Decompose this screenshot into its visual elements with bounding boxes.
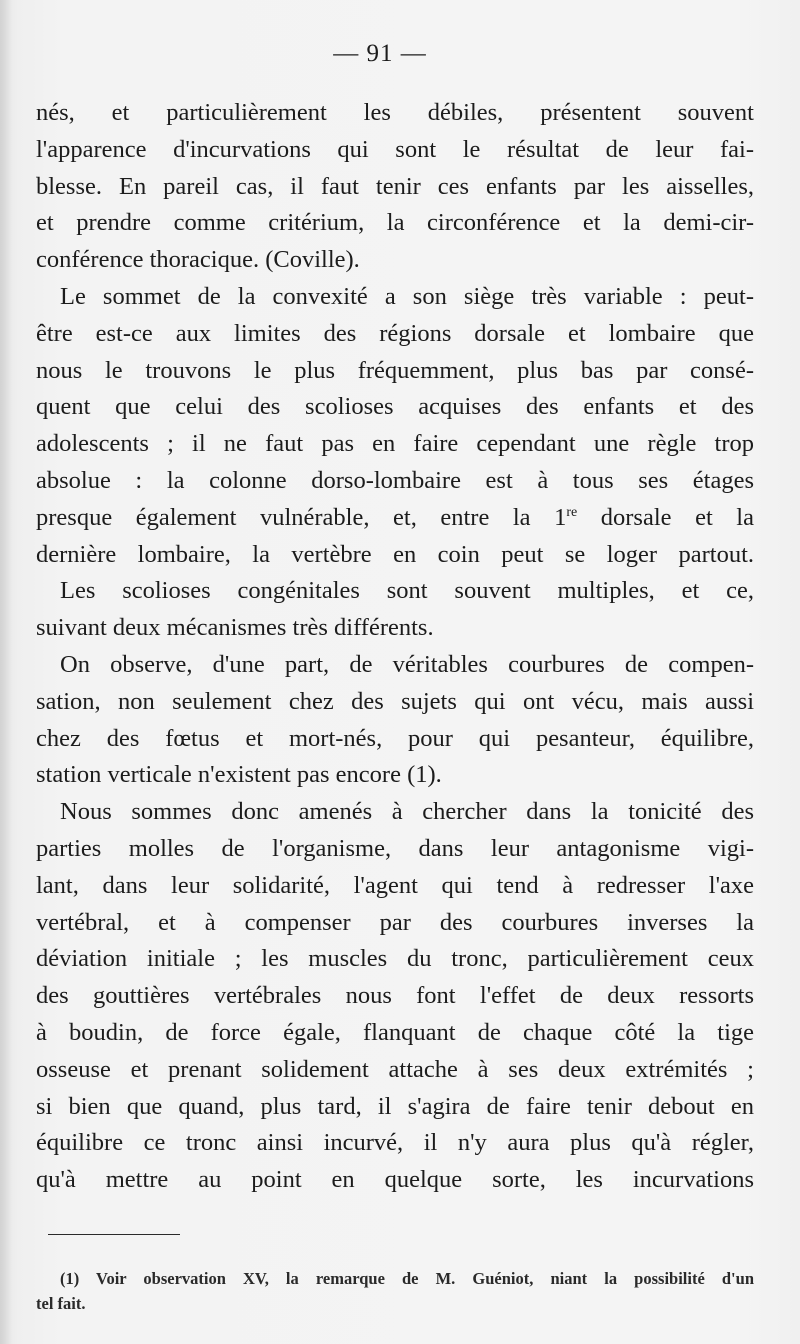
text-line: et prendre comme critérium, la circonférence et la demi-cir- xyxy=(36,209,754,237)
text-line: Nous sommes donc amenés à chercher dans la tonicité des xyxy=(60,798,754,826)
text-line: dernière lombaire, la vertèbre en coin peut se loger partout. xyxy=(36,540,754,568)
footnote xyxy=(36,1266,754,1316)
text-line: chez des fœtus et mort-nés, pour qui pesanteur, équilibre, xyxy=(36,724,754,752)
text-line: lant, dans leur solidarité, l'agent qui tend à redresser l'axe xyxy=(36,871,754,899)
text-line: des gouttières vertébrales nous font l'effet de deux ressorts xyxy=(36,982,754,1010)
body-text xyxy=(36,95,754,1199)
footnote-line: (1) Voir observation XV, la remarque de M. Guéniot, niant la possibilité d'un xyxy=(60,1269,754,1288)
footnote-divider xyxy=(48,1234,180,1235)
text-line xyxy=(36,500,754,537)
text-line: déviation initiale ; les muscles du tronc, particulièrement ceux xyxy=(36,945,754,973)
text-line: quent que celui des scolioses acquises des enfants et des xyxy=(36,393,754,421)
text-segment: dorsale et la xyxy=(577,503,754,531)
text-line: Les scolioses congénitales sont souvent multiples, et ce, xyxy=(60,577,754,605)
text-line: suivant deux mécanismes très différents. xyxy=(36,614,434,642)
text-line: osseuse et prenant solidement attache à ses deux extrémités ; xyxy=(36,1055,754,1083)
ordinal-superscript: re xyxy=(566,504,578,520)
text-line: qu'à mettre au point en quelque sorte, les incurvations xyxy=(36,1166,754,1194)
text-line: vertébral, et à compenser par des courbures inverses la xyxy=(36,908,754,936)
text-line: adolescents ; il ne faut pas en faire cependant une règle trop xyxy=(36,430,754,458)
text-line: conférence thoracique. (Coville). xyxy=(36,246,360,274)
text-line: parties molles de l'organisme, dans leur antagonisme vigi- xyxy=(36,834,754,862)
page-edge-shadow xyxy=(0,0,12,1344)
text-line: sation, non seulement chez des sujets qui ont vécu, mais aussi xyxy=(36,687,754,715)
text-line: équilibre ce tronc ainsi incurvé, il n'y aura plus qu'à régler, xyxy=(36,1129,754,1157)
text-line: On observe, d'une part, de véritables courbures de compen- xyxy=(60,650,754,678)
text-line: nous le trouvons le plus fréquemment, plus bas par consé- xyxy=(36,356,754,384)
text-segment: presque également vulnérable, et, entre la 1 xyxy=(36,503,567,531)
text-line: absolue : la colonne dorso-lombaire est à tous ses étages xyxy=(36,466,754,494)
text-line: station verticale n'existent pas encore (1). xyxy=(36,761,442,789)
text-line: être est-ce aux limites des régions dorsale et lombaire que xyxy=(36,319,754,347)
text-line: l'apparence d'incurvations qui sont le résultat de leur fai- xyxy=(36,135,754,163)
text-line: Le sommet de la convexité a son siège très variable : peut- xyxy=(60,282,754,310)
text-line: à boudin, de force égale, flanquant de chaque côté la tige xyxy=(36,1018,754,1046)
text-line: nés, et particulièrement les débiles, présentent souvent xyxy=(36,99,754,126)
text-line: si bien que quand, plus tard, il s'agira de faire tenir debout en xyxy=(36,1092,754,1120)
footnote-line: tel fait. xyxy=(36,1294,86,1313)
text-line: blesse. En pareil cas, il faut tenir ces enfants par les aisselles, xyxy=(36,172,754,200)
page-number: — 91 — xyxy=(333,40,427,67)
